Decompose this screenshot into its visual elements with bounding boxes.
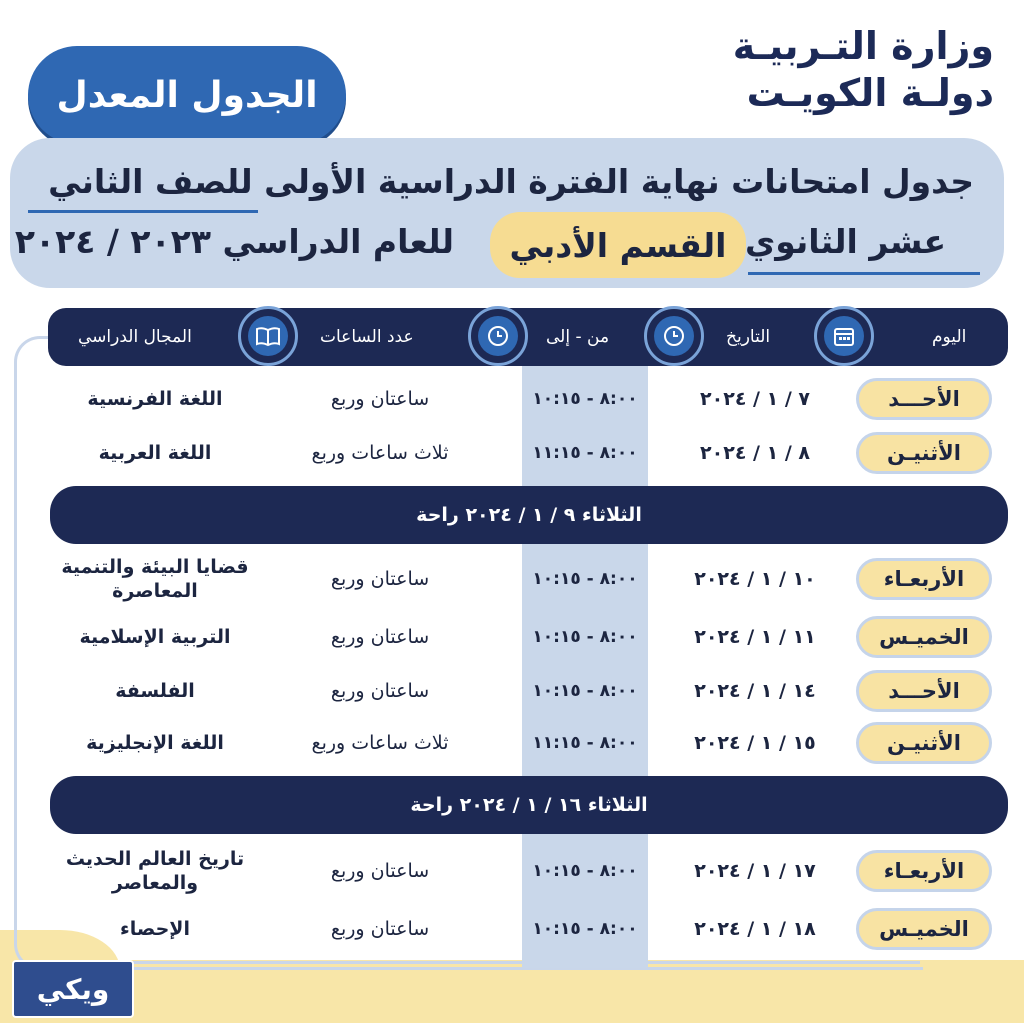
clock-icon: [468, 306, 528, 366]
calendar-icon: [814, 306, 874, 366]
title-grade: عشر الثانوي: [744, 222, 946, 261]
hours-cell: ساعتان وربع: [330, 388, 430, 410]
hours-cell: ساعتان وربع: [330, 860, 430, 882]
day-pill: الخميـس: [856, 616, 992, 658]
date-cell: ١٨ / ١ / ٢٠٢٤: [694, 918, 816, 940]
clock-icon: [644, 306, 704, 366]
table-frame-bottom: [38, 961, 920, 964]
day-pill: الأحـــد: [856, 670, 992, 712]
rest-day-bar: الثلاثاء ٩ / ١ / ٢٠٢٤ راحة: [50, 486, 1008, 544]
rest-day-bar: الثلاثاء ١٦ / ١ / ٢٠٢٤ راحة: [50, 776, 1008, 834]
time-cell: ٨:٠٠ - ١٠:١٥: [532, 389, 638, 409]
title-underline-1: [28, 210, 258, 213]
time-cell: ٨:٠٠ - ١٠:١٥: [532, 627, 638, 647]
time-cell: ٨:٠٠ - ١٠:١٥: [532, 919, 638, 939]
hours-cell: ساعتان وربع: [330, 568, 430, 590]
revised-schedule-badge: الجدول المعدل: [28, 46, 346, 144]
country-name: دولـة الكويـت: [746, 71, 994, 115]
header-day: اليوم: [932, 327, 967, 347]
day-pill: الأربعـاء: [856, 850, 992, 892]
date-cell: ١٠ / ١ / ٢٠٢٤: [694, 568, 816, 590]
date-cell: ٧ / ١ / ٢٠٢٤: [700, 388, 810, 410]
title-year: للعام الدراسي ٢٠٢٣ / ٢٠٢٤: [14, 222, 454, 261]
time-cell: ٨:٠٠ - ١١:١٥: [532, 443, 638, 463]
subject-cell: قضايا البيئة والتنمية المعاصرة: [61, 556, 249, 602]
header-time: من - إلى: [546, 327, 610, 347]
date-cell: ٨ / ١ / ٢٠٢٤: [700, 442, 810, 464]
day-pill: الأثنيـن: [856, 432, 992, 474]
title-line-1: جدول امتحانات نهاية الفترة الدراسية الأولى للصف الثاني: [48, 162, 974, 201]
date-cell: ١٧ / ١ / ٢٠٢٤: [694, 860, 816, 882]
subject-cell: تاريخ العالم الحديث والمعاصر: [65, 848, 245, 894]
title-line-2: [15, 222, 946, 261]
hours-cell: ثلاث ساعات وربع: [311, 732, 449, 754]
hours-cell: ساعتان وربع: [330, 680, 430, 702]
hours-cell: ساعتان وربع: [330, 626, 430, 648]
section-label: القسم الأدبي: [509, 225, 727, 265]
ministry-name: وزارة التـربيـة: [732, 24, 994, 68]
time-cell: ٨:٠٠ - ١٠:١٥: [532, 681, 638, 701]
subject-cell: اللغة الإنجليزية: [86, 732, 224, 754]
title-underline-2: [748, 272, 980, 275]
hours-cell: ثلاث ساعات وربع: [311, 442, 449, 464]
subject-cell: التربية الإسلامية: [79, 626, 231, 648]
day-pill: الأحـــد: [856, 378, 992, 420]
date-cell: ١١ / ١ / ٢٠٢٤: [694, 626, 816, 648]
time-cell: ٨:٠٠ - ١٠:١٥: [532, 861, 638, 881]
time-cell: ٨:٠٠ - ١٠:١٥: [532, 569, 638, 589]
subject-cell: الإحصاء: [120, 918, 190, 940]
date-cell: ١٥ / ١ / ٢٠٢٤: [694, 732, 816, 754]
date-cell: ١٤ / ١ / ٢٠٢٤: [694, 680, 816, 702]
day-pill: الأثنيـن: [856, 722, 992, 764]
time-cell: ٨:٠٠ - ١١:١٥: [532, 733, 638, 753]
header-date: التاريخ: [726, 327, 771, 347]
header-hours: عدد الساعات: [320, 327, 414, 347]
day-pill: الخميـس: [856, 908, 992, 950]
day-pill: الأربعـاء: [856, 558, 992, 600]
site-logo[interactable]: ويكي: [12, 960, 134, 1018]
subject-cell: الفلسفة: [115, 680, 195, 702]
hours-cell: ساعتان وربع: [330, 918, 430, 940]
ministry-heading: [733, 22, 994, 116]
subject-cell: اللغة الفرنسية: [87, 388, 223, 410]
header-subject: المجال الدراسي: [78, 327, 192, 347]
subject-cell: اللغة العربية: [98, 442, 212, 464]
book-icon: [238, 306, 298, 366]
